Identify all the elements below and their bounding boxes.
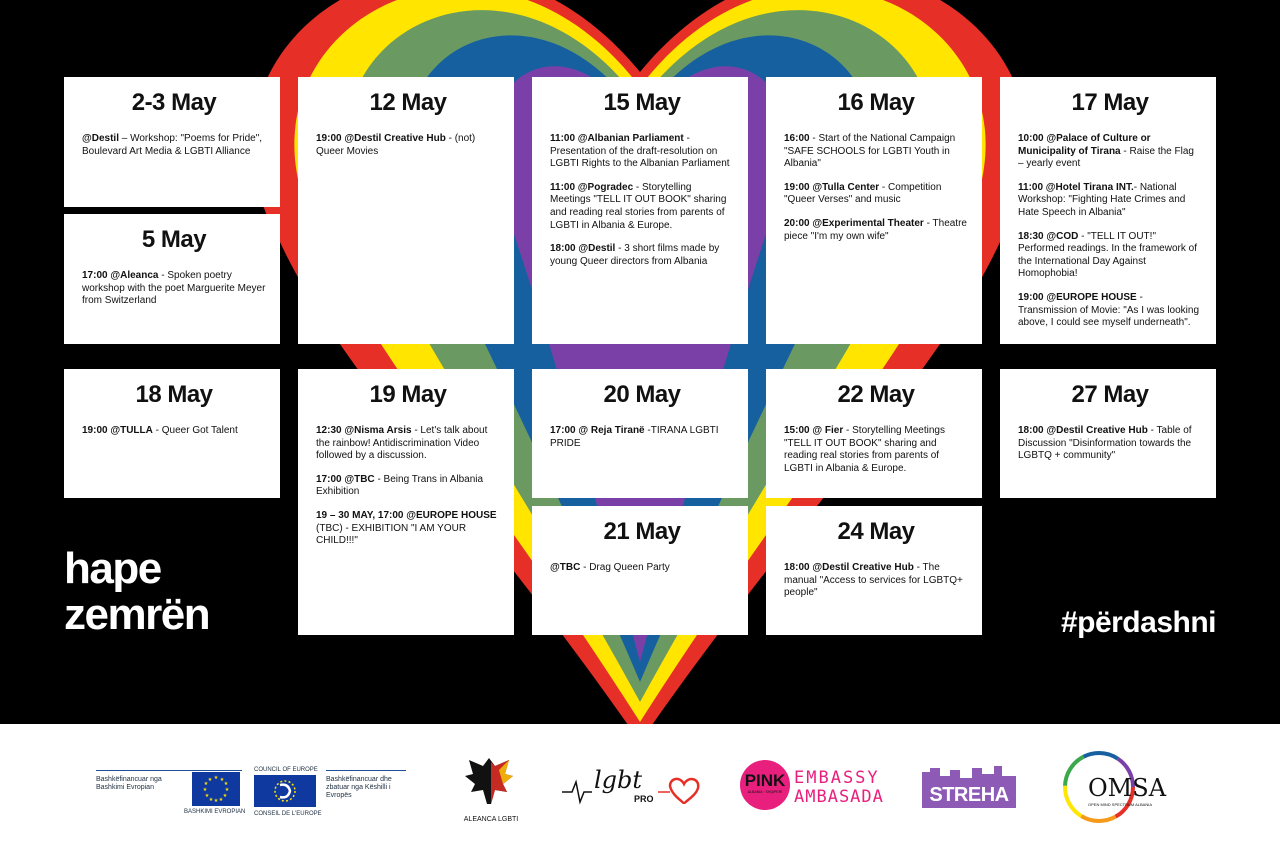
event-description: - Being Trans in Albania Exhibition [316, 473, 484, 498]
event-list [550, 562, 734, 575]
svg-text:★: ★ [203, 781, 209, 787]
event-time-venue: 11:00 @Albanian Parliament [550, 133, 684, 144]
card-may-18 [64, 369, 280, 498]
event-time-venue: 11:00 @Hotel Tirana INT. [1018, 181, 1134, 193]
svg-text:★: ★ [213, 775, 219, 781]
event-time-venue: 20:00 @Experimental Theater [784, 217, 924, 229]
card-date: 18 May [135, 381, 213, 408]
event-list [82, 133, 266, 158]
event-time-venue: 19:00 @Destil Creative Hub [316, 133, 446, 144]
event-time-venue: 19:00 @EUROPE HOUSE [1018, 291, 1137, 303]
event-item [784, 182, 968, 207]
event-list [784, 133, 968, 243]
card-date: 12 May [369, 89, 447, 116]
event-time-venue: 17:00 @Aleanca [82, 270, 159, 281]
streha-logo [920, 766, 1020, 810]
event-time-venue: 17:00 @TBC [316, 473, 375, 485]
event-time-venue: @Destil [82, 133, 119, 144]
event-item [550, 562, 734, 575]
hashtag: #përdashni [1060, 606, 1216, 639]
event-description: - Theatre piece "I'm my own wife" [784, 217, 967, 242]
event-description: - Raise the Flag – yearly event [1018, 145, 1194, 170]
event-item [1018, 231, 1202, 281]
card-may-22 [766, 369, 982, 498]
event-description: -TIRANA LGBTI PRIDE [550, 425, 719, 449]
event-time-venue: 17:00 @ Reja Tiranë [550, 425, 645, 436]
event-item [316, 133, 500, 158]
eu-flag-icon [192, 772, 240, 806]
event-time-venue: 18:00 @Destil [550, 243, 616, 255]
event-item [784, 133, 968, 171]
coe-text: Bashkëfinancuar dhe zbatuar nga Këshilli i Evropës [326, 776, 392, 799]
aleanca-logo [456, 752, 522, 832]
event-description: – Workshop: "Poems for Pride", Boulevard Art Media & LGBTI Alliance [82, 133, 263, 157]
event-description: - Competition "Queer Verses" and music [784, 181, 942, 206]
sponsor-footer [0, 724, 1280, 848]
event-item [784, 425, 968, 475]
event-time-venue: 18:00 @Destil Creative Hub [784, 562, 914, 573]
event-list [82, 270, 266, 308]
event-description: - Queer Got Talent [152, 425, 238, 436]
tagline-line-2: zemrën [64, 590, 210, 639]
svg-text:★: ★ [223, 781, 229, 787]
event-item [550, 133, 734, 171]
event-item [784, 562, 968, 600]
event-item [1018, 292, 1202, 330]
svg-text:★: ★ [204, 793, 210, 799]
coe-label: CONSEIL DE L'EUROPE [254, 811, 322, 817]
card-may-20 [532, 369, 748, 498]
pink-word: PINK [744, 771, 786, 790]
event-description: - "TELL IT OUT!" Performed readings. In the framework of the International Day Against Homophobia! [1018, 230, 1197, 280]
event-description: - National Workshop: "Fighting Hate Crimes and Hate Speech in Albania" [1018, 181, 1186, 218]
event-item [316, 425, 500, 463]
event-description: - Table of Discussion "Disinformation towards the LGBTQ + community" [1018, 425, 1192, 462]
event-list [82, 425, 266, 438]
event-time-venue: @TBC [550, 562, 581, 573]
event-description: - Start of the National Campaign "SAFE SCHOOLS for LGBTI Youth in Albania" [784, 133, 956, 170]
ambasada-word: AMBASADA [794, 787, 884, 807]
streha-word: STREHA [929, 784, 1009, 806]
event-description: - Drag Queen Party [580, 562, 670, 573]
omsa-logo [1062, 750, 1172, 828]
omsa-word: OMSA [1088, 774, 1167, 802]
event-item [82, 133, 266, 158]
card-date: 2-3 May [131, 89, 217, 116]
lgbtpro-sub: PRO [634, 794, 654, 804]
embassy-word: EMBASSY [794, 768, 880, 788]
event-time-venue: 19:00 @Tulla Center [784, 181, 880, 193]
svg-text:★: ★ [207, 777, 213, 783]
event-time-venue: 19:00 @TULLA [82, 425, 153, 436]
svg-text:★: ★ [208, 797, 214, 803]
lgbtpro-logo [562, 764, 704, 814]
event-time-venue: 10:00 @Palace of Culture or Municipality of Tirana [1018, 133, 1151, 157]
event-time-venue: 18:00 @Destil Creative Hub [1018, 425, 1148, 436]
event-description: - Spoken poetry workshop with the poet Marguerite Meyer from Switzerland [82, 270, 266, 307]
event-description: - 3 short films made by young Queer directors from Albania [550, 243, 720, 267]
svg-text:★: ★ [213, 798, 219, 804]
event-description: - Let's talk about the rainbow! Antidiscrimination Video followed by a discussion. [316, 425, 488, 462]
eagle-icon [459, 752, 519, 812]
card-date: 15 May [603, 89, 681, 116]
svg-text:★: ★ [224, 787, 230, 793]
card-may-17 [1000, 77, 1216, 344]
event-time-venue: 19 – 30 MAY, 17:00 @EUROPE HOUSE [316, 509, 497, 521]
card-may-5 [64, 214, 280, 344]
svg-text:★: ★ [218, 797, 224, 803]
event-item [82, 270, 266, 308]
card-may-15 [532, 77, 748, 344]
event-description: - Transmission of Movie: "As I was looking above, I could see myself underneath". [1018, 291, 1200, 329]
event-item [316, 474, 500, 499]
event-list [1018, 133, 1202, 330]
tagline-line-1: hape [64, 544, 161, 593]
card-date: 21 May [603, 518, 681, 545]
pink-subtitle: ALBANIA · SHQIPERI [747, 790, 783, 794]
card-date: 20 May [603, 381, 681, 408]
card-may-24 [766, 506, 982, 635]
card-may-16 [766, 77, 982, 344]
card-date: 16 May [837, 89, 915, 116]
card-date: 17 May [1071, 89, 1149, 116]
event-description: (TBC) - EXHIBITION "I AM YOUR CHILD!!!" [316, 522, 467, 547]
svg-text:★: ★ [219, 777, 225, 783]
event-description: - The manual "Access to services for LGBTQ+ people" [784, 562, 963, 599]
event-description: - Storytelling Meetings "TELL IT OUT BOOK" sharing and reading real stories from parents of LGBTI in Albania & Europe. [550, 181, 727, 231]
event-item [784, 218, 968, 243]
card-may-21 [532, 506, 748, 635]
event-list [316, 425, 500, 548]
event-item [1018, 133, 1202, 171]
event-description: - Presentation of the draft-resolution on LGBTI Rights to the Albanian Parliament [550, 133, 730, 170]
event-list [550, 133, 734, 268]
event-item [550, 425, 734, 450]
card-date: 19 May [369, 381, 447, 408]
event-item [1018, 182, 1202, 220]
lgbtpro-script: lgbt [594, 766, 643, 794]
event-list [784, 425, 968, 475]
event-list [550, 425, 734, 450]
eu-label: BASHKIMI EVROPIAN [184, 809, 246, 815]
event-item [316, 510, 500, 548]
event-description: - Storytelling Meetings "TELL IT OUT BOOK" sharing and reading real stories from parents of LGBTI in Albania & Europe. [784, 425, 945, 474]
card-date: 22 May [837, 381, 915, 408]
coe-rule [326, 770, 406, 771]
card-date: 24 May [837, 518, 915, 545]
eu-rule [96, 770, 242, 771]
card-may-27 [1000, 369, 1216, 498]
event-time-venue: 15:00 @ Fier [784, 425, 844, 436]
eu-text: Bashkëfinancuar nga Bashkimi Evropian [96, 776, 162, 791]
card-date: 27 May [1071, 381, 1149, 408]
card-may-12 [298, 77, 514, 344]
tagline [64, 546, 209, 638]
event-time-venue: 11:00 @Pogradec [550, 181, 634, 193]
svg-text:★: ★ [222, 793, 228, 799]
event-list [316, 133, 500, 158]
pink-embassy-logo [740, 760, 882, 810]
coe-flag-icon [254, 775, 316, 807]
event-item [550, 243, 734, 268]
svg-text:★: ★ [202, 787, 208, 793]
event-list [1018, 425, 1202, 463]
coe-logo [254, 766, 414, 840]
event-description: - (not) Queer Movies [316, 133, 476, 157]
coe-top: COUNCIL OF EUROPE [254, 767, 318, 773]
event-item [82, 425, 266, 438]
eu-logo [96, 770, 246, 844]
event-time-venue: 12:30 @Nisma Arsis [316, 425, 412, 436]
card-date: 5 May [141, 226, 207, 253]
event-time-venue: 16:00 [784, 133, 810, 144]
card-may-2-3 [64, 77, 280, 207]
event-item [550, 182, 734, 232]
event-time-venue: 18:30 @COD [1018, 230, 1079, 242]
card-may-19 [298, 369, 514, 635]
omsa-subtitle: OPEN MIND SPECTRUM ALBANIA [1088, 802, 1153, 807]
aleanca-label: ALEANCA LGBTI [463, 816, 519, 823]
event-item [1018, 425, 1202, 463]
event-list [784, 562, 968, 600]
